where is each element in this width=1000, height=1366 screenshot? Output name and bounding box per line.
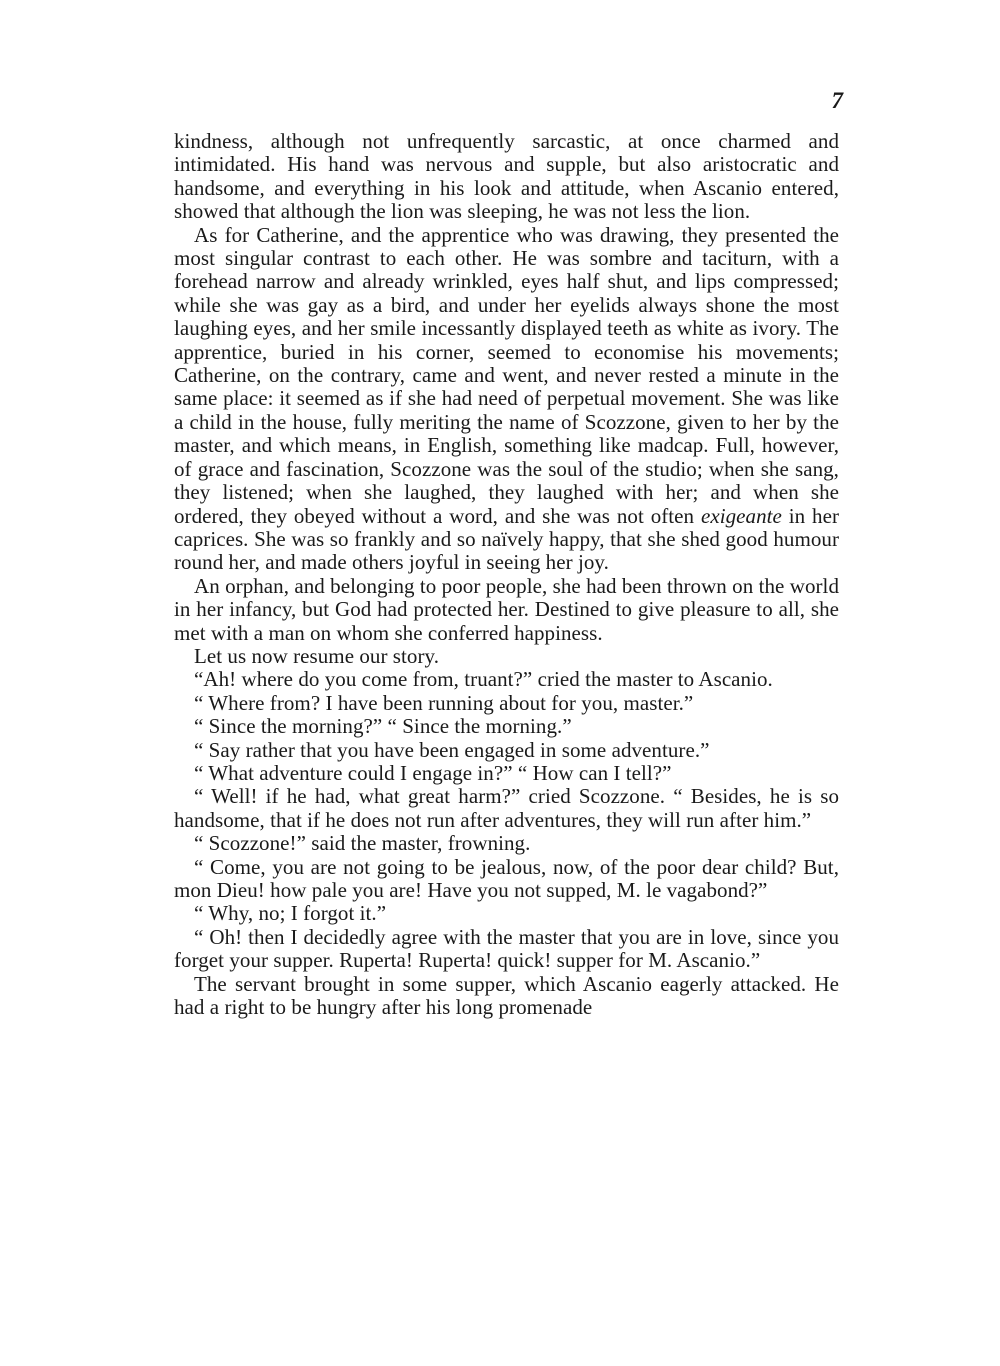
dialogue-line: “ Why, no; I forgot it.”	[194, 901, 387, 926]
paragraph: The servant brought in some supper, which Ascanio eagerly attacked. He had a right to be hungry after his long promenade	[174, 971, 839, 1020]
dialogue-line: “ Come, you are not going to be jealous, now, of the poor dear child? But, mon Dieu! how pale you are! Have you not supped, M. le vagabond?”	[174, 854, 839, 902]
paragraph	[174, 224, 839, 575]
dialogue-line: “ Scozzone!” said the master, frowning.	[194, 831, 531, 856]
paragraph-text: As for Catherine, and the apprentice who was drawing, they presented the most singular contrast to each other. He was sombre and taciturn, with a forehead narrow and already wrinkled, eyes half shut, and lips compressed; while she was gay as a bird, and under her eyelids always shone the most laughing eyes, and her smile incessantly displayed teeth as white as ivory. The apprentice, buried in his corner, seemed to economise his movements; Catherine, on the contrary, came and went, and never rested a minute in the same place: it seemed as if she had need of perpetual movement. She was like a child in the house, fully meriting the name of Scozzone, given to her by the master, and which means, in English, something like madcap. Full, however, of grace and fascination, Scozzone was the soul of the studio; when she sang, they listened; when she laughed, they laughed with her; and when she ordered, they obeyed without a word, and she was not often	[174, 222, 839, 528]
dialogue-line: “ Well! if he had, what great harm?” cried Scozzone. “ Besides, he is so handsome, that if he does not run after adventures, they will run after him.”	[174, 784, 839, 832]
paragraph: Let us now resume our story.	[194, 643, 439, 668]
paragraph-text: in her caprices. She was so frankly and so naïvely happy, that she shed good humour round her, and made others joyful in seeing her joy.	[174, 503, 840, 575]
paragraph: An orphan, and belonging to poor people, she had been thrown on the world in her infancy, but God had protected her. Destined to give pleasure to all, she met with a man on whom she conferred happiness.	[174, 573, 839, 645]
dialogue-line: “ Say rather that you have been engaged in some adventure.”	[194, 737, 710, 762]
page-number: 7	[831, 88, 843, 113]
italic-word: exigeante	[700, 503, 782, 528]
dialogue-line: “ Oh! then I decidedly agree with the master that you are in love, since you forget your supper. Ruperta! Ruperta! quick! supper for M. Ascanio.”	[174, 924, 839, 973]
dialogue-line: “Ah! where do you come from, truant?” cried the master to Ascanio.	[194, 667, 773, 692]
dialogue-line: “ Since the morning?” “ Since the morning.”	[194, 714, 572, 739]
dialogue-line: “ What adventure could I engage in?” “ How can I tell?”	[194, 760, 672, 785]
body-text	[174, 130, 839, 1019]
dialogue-line: “ Where from? I have been running about for you, master.”	[194, 690, 694, 715]
paragraph: kindness, although not unfrequently sarcastic, at once charmed and intimidated. His hand was nervous and supple, but also aristocratic and handsome, and everything in his look and attitude, when Ascanio entered, showed that although the lion was sleeping, he was not less the lion.	[174, 129, 839, 224]
